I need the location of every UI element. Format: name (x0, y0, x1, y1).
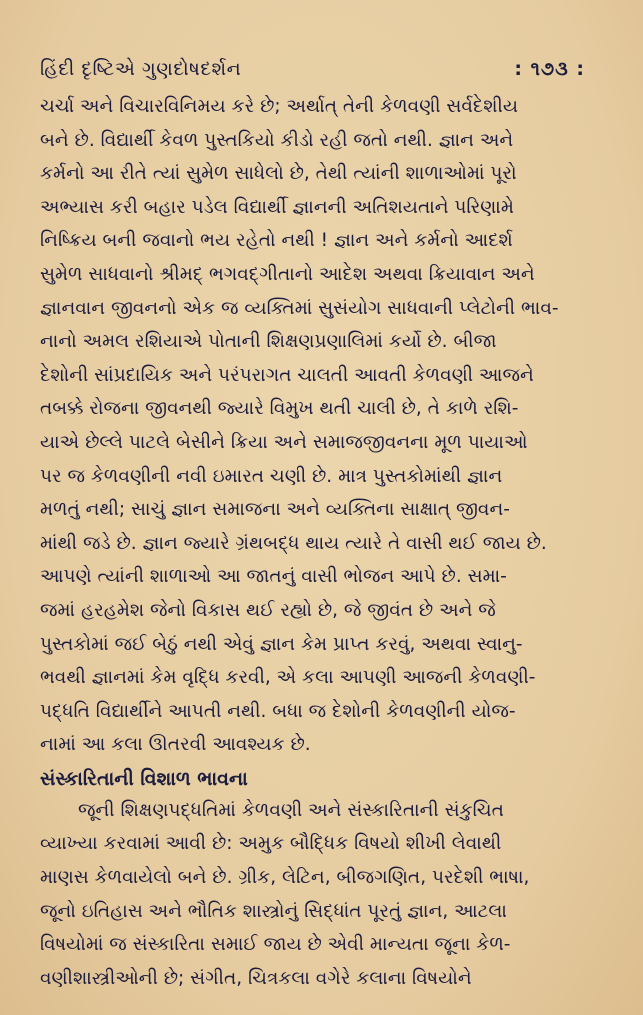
text-line: મળતું નથી; સાચું જ્ઞાન સમાજના અને વ્યક્તિના સાક્ષાત્ જીવન- (40, 499, 510, 521)
text-line: ભવથી જ્ઞાનમાં કેમ વૃદ્ધિ કરવી, એ કલા આપણી આજની કેળવણી- (40, 667, 536, 689)
text-line: તબક્કે રોજના જીવનથી જ્યારે વિમુખ થતી ચાલી છે, તે કાળે રશિ- (40, 398, 519, 420)
text-line: પદ્ધતિ વિદ્યાર્થીને આપતી નથી. બધા જ દેશોની કેળવણીની યોજ- (40, 700, 516, 722)
text-line: નાનો અમલ રશિયાએ પોતાની શિક્ષણપ્રણાલિમાં કર્યો છે. બીજા (40, 331, 497, 353)
text-line: યાએ છેલ્લે પાટલે બેસીને ક્રિયા અને સમાજજીવનના મૂળ પાયાઓ (40, 431, 528, 453)
text-line: પર જ કેળવણીની નવી ઇમારત ચણી છે. માત્ર પુસ્તકોમાંથી જ્ઞાન (40, 465, 503, 487)
text-line: સુમેળ સાધવાનો શ્રીમદ્ ભગવદ્ગીતાનો આદેશ અથવા ક્રિયાવાન અને (40, 263, 535, 285)
text-line: વ્યાખ્યા કરવામાં આવી છે: અમુક બૌદ્ધિક વિષયો શીખી લેવાથી (40, 833, 502, 855)
text-line: જમાં હરહમેશ જેનો વિકાસ થઈ રહ્યો છે, જે જીવંત છે અને જે (40, 599, 496, 621)
running-title: હિંદી દૃષ્ટિએ ગુણદોષદર્શન (40, 58, 242, 80)
text-line: નામાં આ કલા ઊતરવી આવશ્યક છે. (40, 734, 311, 756)
text-line: વિષયોમાં જ સંસ્કારિતા સમાઈ જાય છે એવી માન્યતા જૂના કેળ- (40, 934, 511, 956)
text-line: આપણે ત્યાંની શાળાઓ આ જાતનું વાસી ભોજન આપે છે. સમા- (40, 566, 507, 588)
text-line: માણસ કેળવાયેલો બને છે. ગ્રીક, લેટિન, બીજગણિત, પરદેશી ભાષા, (40, 867, 530, 889)
text-line: અભ્યાસ કરી બહાર પડેલ વિદ્યાર્થી જ્ઞાનની અતિશયતાને પરિણામે (40, 196, 514, 218)
text-line: કર્મનો આ રીતે ત્યાં સુમેળ સાધેલો છે, તેથી ત્યાંની શાળાઓમાં પૂરો (40, 163, 517, 185)
text-line: વણીશાસ્ત્રીઓની છે; સંગીત, ચિત્રકલા વગેરે કલાના વિષયોને (40, 967, 472, 989)
text-line: માંથી જડે છે. જ્ઞાન જ્યારે ગ્રંથબદ્ધ થાય ત્યારે તે વાસી થઈ જાય છે. (40, 532, 547, 554)
text-line: દેશોની સાંપ્રદાયિક અને પરંપરાગત ચાલતી આવતી કેળવણી આજને (40, 364, 534, 386)
text-line: પુસ્તકોમાં જઈ બેઠું નથી એવું જ્ઞાન કેમ પ્રાપ્ત કરવું, અથવા સ્વાનુ- (40, 633, 523, 655)
text-line: જૂની શિક્ષણપદ્ધતિમાં કેળવણી અને સંસ્કારિતાની સંકુચિત (78, 799, 504, 821)
text-line: નિષ્ક્રિય બની જવાનો ભય રહેતો નથી ! જ્ઞાન અને કર્મનો આદર્શ (40, 230, 513, 252)
page-header (40, 58, 613, 80)
text-line: જ્ઞાનવાન જીવનનો એક જ વ્યક્તિમાં સુસંયોગ સાધવાની પ્લેટોની ભાવ- (40, 297, 559, 319)
text-line: બને છે. વિદ્યાર્થી કેવળ પુસ્તકિયો કીડો રહી જતો નથી. જ્ઞાન અને (40, 129, 514, 151)
text-line: ચર્ચા અને વિચારવિનિમય કરે છે; અર્થાત્ તેની કેળવણી સર્વદેશીય (40, 96, 518, 117)
section-heading: સંસ્કારિતાની વિશાળ ભાવના (40, 767, 248, 790)
paragraph-2 (40, 794, 613, 996)
paragraph-1 (40, 90, 613, 762)
text-line: જૂનો ઇતિહાસ અને ભૌતિક શાસ્ત્રોનું સિદ્ધાંત પૂરતું જ્ઞાન, આટલા (40, 900, 507, 922)
page-number: : ૧૭૩ : (514, 58, 585, 80)
